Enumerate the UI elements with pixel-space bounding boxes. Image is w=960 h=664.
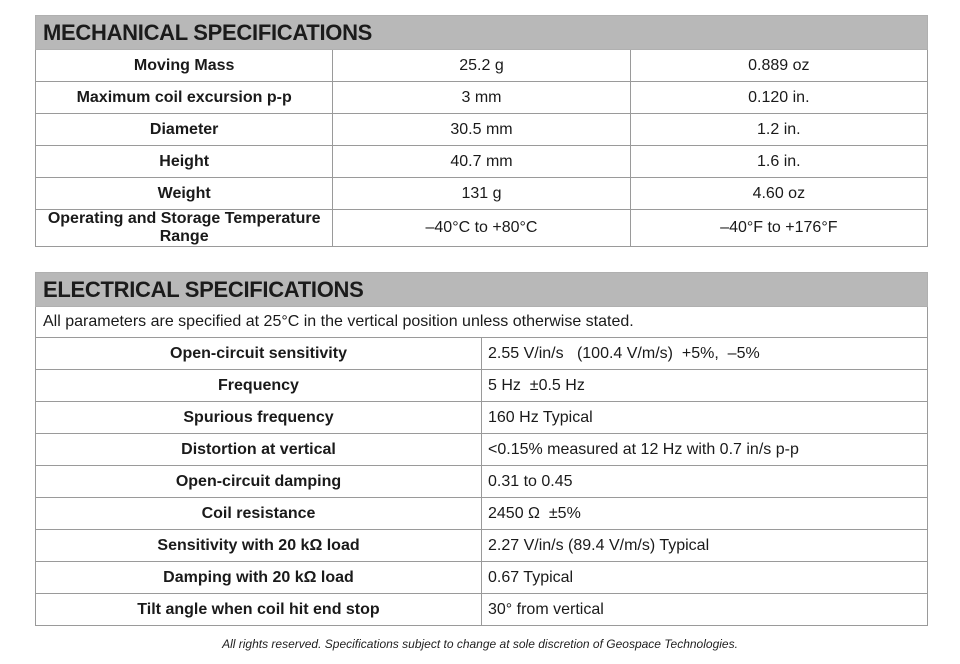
table-row xyxy=(36,370,928,402)
spec-value: <0.15% measured at 12 Hz with 0.7 in/s p-p xyxy=(482,434,928,466)
metric-value: 40.7 mm xyxy=(333,146,630,178)
spec-label: Height xyxy=(36,146,333,178)
spec-value: 0.67 Typical xyxy=(482,562,928,594)
imperial-value: 1.6 in. xyxy=(630,146,927,178)
spec-value: 2.55 V/in/s (100.4 V/m/s) +5%, –5% xyxy=(482,338,928,370)
spec-value: 2.27 V/in/s (89.4 V/m/s) Typical xyxy=(482,530,928,562)
spec-value: 0.31 to 0.45 xyxy=(482,466,928,498)
imperial-value: –40°F to +176°F xyxy=(630,210,927,247)
table-row xyxy=(36,210,928,247)
mechanical-title: MECHANICAL SPECIFICATIONS xyxy=(36,16,928,50)
spec-label: Operating and Storage Temperature Range xyxy=(36,210,333,247)
spec-label: Diameter xyxy=(36,114,333,146)
table-row xyxy=(36,402,928,434)
spec-value: 160 Hz Typical xyxy=(482,402,928,434)
spec-label: Spurious frequency xyxy=(36,402,482,434)
footer-disclaimer: All rights reserved. Specifications subject to change at sole discretion of Geospace Technologies. xyxy=(222,637,738,651)
imperial-value: 1.2 in. xyxy=(630,114,927,146)
spec-label: Maximum coil excursion p-p xyxy=(36,82,333,114)
spec-label: Distortion at vertical xyxy=(36,434,482,466)
table-row xyxy=(36,82,928,114)
imperial-value: 0.120 in. xyxy=(630,82,927,114)
table-row xyxy=(36,466,928,498)
electrical-note: All parameters are specified at 25°C in the vertical position unless otherwise stated. xyxy=(36,307,928,338)
spec-label: Damping with 20 kΩ load xyxy=(36,562,482,594)
table-row xyxy=(36,338,928,370)
spec-value: 30° from vertical xyxy=(482,594,928,626)
metric-value: 3 mm xyxy=(333,82,630,114)
metric-value: 30.5 mm xyxy=(333,114,630,146)
metric-value: –40°C to +80°C xyxy=(333,210,630,247)
spec-label: Weight xyxy=(36,178,333,210)
spec-value: 5 Hz ±0.5 Hz xyxy=(482,370,928,402)
spec-label: Frequency xyxy=(36,370,482,402)
metric-value: 25.2 g xyxy=(333,50,630,82)
table-row xyxy=(36,146,928,178)
electrical-title: ELECTRICAL SPECIFICATIONS xyxy=(36,273,928,307)
spec-label: Tilt angle when coil hit end stop xyxy=(36,594,482,626)
spec-label: Moving Mass xyxy=(36,50,333,82)
imperial-value: 4.60 oz xyxy=(630,178,927,210)
imperial-value: 0.889 oz xyxy=(630,50,927,82)
mechanical-specifications-table xyxy=(35,15,928,247)
table-row xyxy=(36,594,928,626)
electrical-specifications-table xyxy=(35,272,928,626)
table-row xyxy=(36,562,928,594)
spec-label: Sensitivity with 20 kΩ load xyxy=(36,530,482,562)
metric-value: 131 g xyxy=(333,178,630,210)
spec-value: 2450 Ω ±5% xyxy=(482,498,928,530)
table-row xyxy=(36,50,928,82)
table-row xyxy=(36,530,928,562)
table-row xyxy=(36,178,928,210)
spec-label: Open-circuit sensitivity xyxy=(36,338,482,370)
table-row xyxy=(36,498,928,530)
table-row xyxy=(36,114,928,146)
table-row xyxy=(36,434,928,466)
spec-label: Coil resistance xyxy=(36,498,482,530)
spec-label: Open-circuit damping xyxy=(36,466,482,498)
